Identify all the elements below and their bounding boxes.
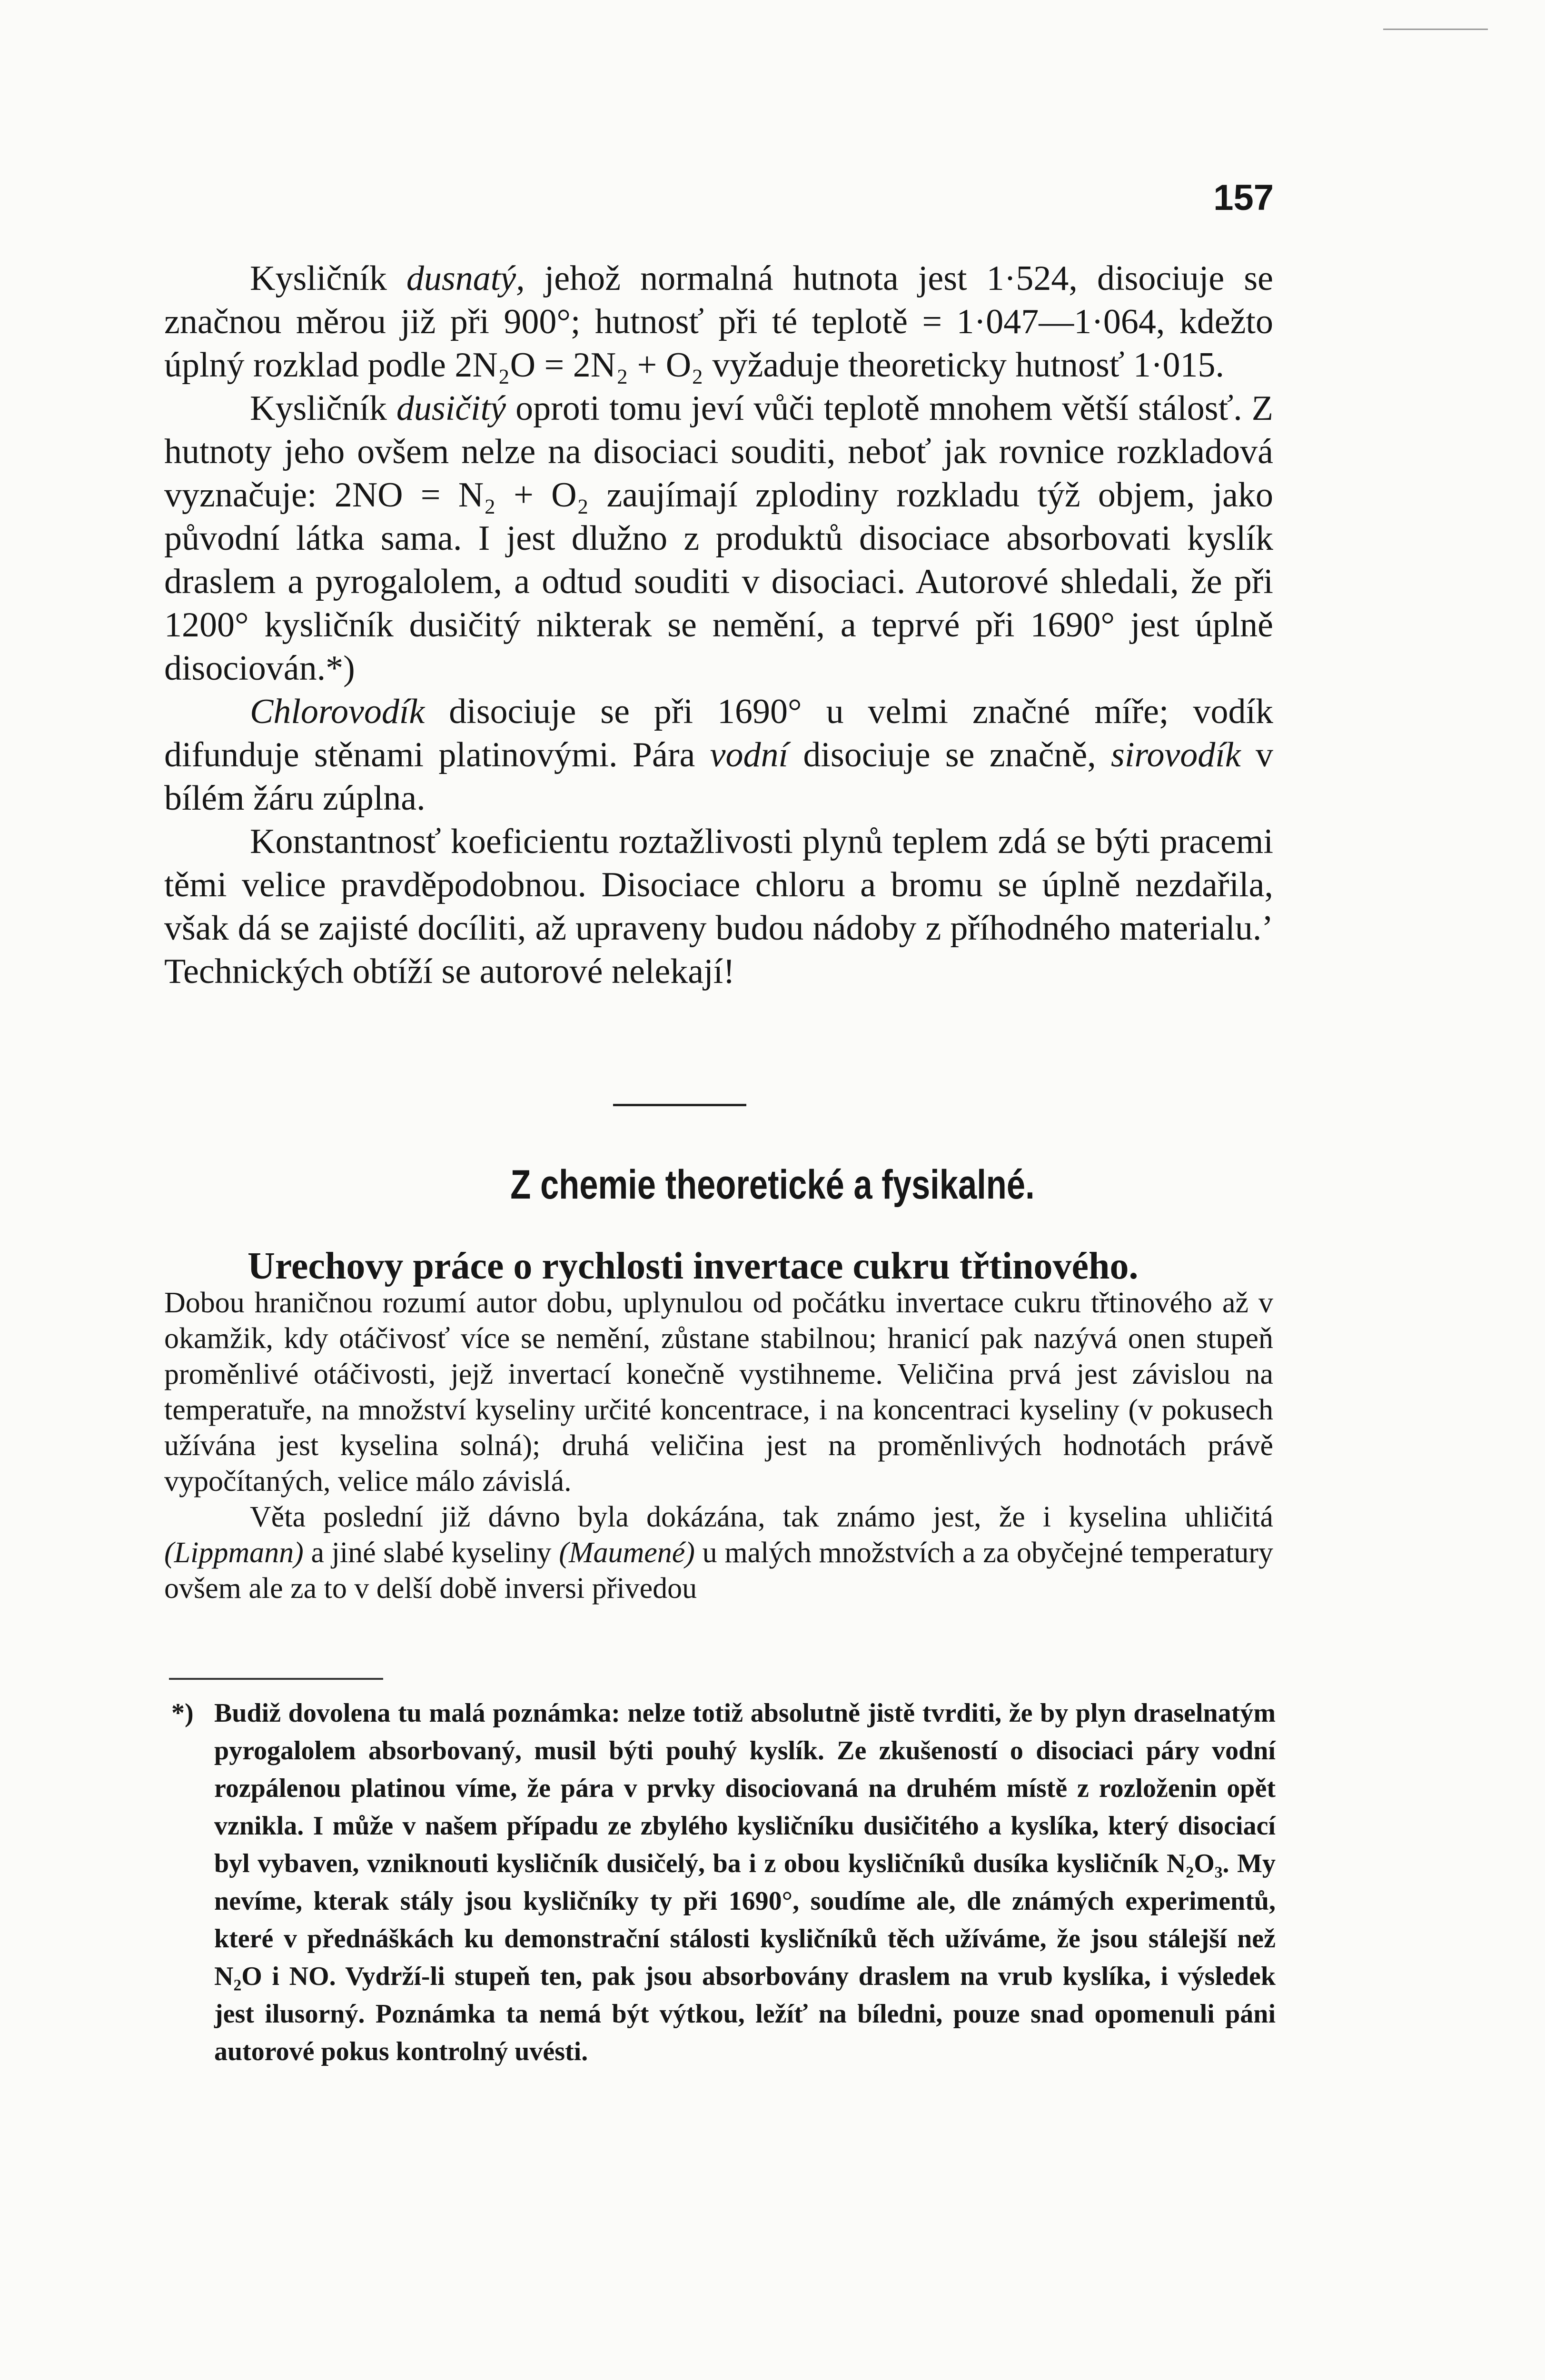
paragraph-konstantnost <box>164 820 1273 993</box>
footnote <box>171 1695 1276 2071</box>
section-heading: Z chemie theoretické a fysikalné. <box>510 1162 1035 1208</box>
text-span: Věta poslední již dávno byla dokázána, tak známo jest, že i kyselina uhličitá <box>250 1501 1273 1533</box>
emphasis-term: dusičitý <box>396 389 506 428</box>
footnote-rule <box>169 1678 383 1680</box>
text-span: Kysličník <box>250 259 406 298</box>
page-number: 157 <box>1213 178 1274 218</box>
section-divider <box>613 1104 746 1106</box>
paragraph-dusicity <box>164 387 1273 690</box>
emphasis-term: dusnatý, <box>406 259 525 298</box>
footnote-mark: *) <box>171 1698 194 1728</box>
scan-edge-mark <box>1383 0 1488 30</box>
emphasis-term: (Maumené) <box>559 1537 695 1569</box>
paragraph-chlorovodik <box>164 690 1273 820</box>
emphasis-term: vodní <box>710 735 789 774</box>
text-span: disociuje se značně, <box>788 735 1111 774</box>
text-span: v bílém žáru zúplna. <box>164 735 1274 818</box>
text-span: disociuje se při 1690° u velmi značné míře; vodík difunduje stěnami platinovými. Pára <box>164 692 1273 774</box>
top-text-block <box>164 257 1273 993</box>
emphasis-term: Chlorovodík <box>250 692 425 731</box>
text-span: oproti tomu jeví vůči teplotě mnohem větší stálosť. Z hutnoty jeho ovšem nelze na disociaci souditi, neboť jak rovnice rozkladová vyznačuje: 2NO = N₂ + O₂ zaujímají zplodiny rozkladu týž objem, jako původní látka sama. I jest dlužno z produktů disociace absorbovati kyslík draslem a pyrogalolem, a odtud souditi v disociaci. Autorové shledali, že při 1200° kysličník dusičitý nikterak se nemění, a teprvé při 1690° jest úplně disociován.*) <box>164 389 1273 688</box>
text-span: a jiné slabé kyseliny <box>303 1537 559 1569</box>
text-span: jehož normalná hutnota jest 1·524, disociuje se značnou měrou již při 900°; hutnosť při té teplotě = 1·047—1·064, kdežto úplný rozklad podle 2N₂O = 2N₂ + O₂ vyžaduje theoreticky hutnosť 1·015. <box>164 259 1273 385</box>
text-span: Dobou hraničnou rozumí autor dobu, uplynulou od počátku invertace cukru třtinového až v okamžik, kdy otáčivosť více se nemění, zůstane stabilnou; hranicí pak nazývá onen stupeň proměnlivé otáčivosti, jejž invertací konečně vystihneme. Veličina prvá jest závislou na temperatuře, na množství kyseliny určité koncentrace, i na koncentraci kyseliny (v pokusech užívána jest kyselina solná); druhá veličina jest na proměnlivých hodnotách právě vypočítaných, velice málo závislá. <box>164 1287 1273 1497</box>
text-span: Kysličník <box>250 389 396 428</box>
article-title: Urechovy práce o rychlosti invertace cukru třtinového. <box>248 1245 1139 1287</box>
emphasis-term: (Lippmann) <box>164 1537 304 1569</box>
footnote-text: Budiž dovolena tu malá poznámka: nelze totiž absolutně jistě tvrditi, že by plyn draselnatým pyrogalolem absorbovaný, musil býti pouhý kyslík. Ze zkušeností o disociaci páry vodní rozpálenou platinou víme, že pára v prvky disociovaná na druhém místě z rozloženin opět vznikla. I může v našem případu ze zbylého kysličníku dusičitého a kyslíka, který disociací byl vybaven, vzniknouti kysličník dusičelý, ba i z obou kysličníků dusíka kysličník N₂O₃. My nevíme, kterak stály jsou kysličníky ty při 1690°, soudíme ale, dle známých experimentů, které v přednáškách ku demonstrační stálosti kysličníků těch užíváme, že jsou stálejší než N₂O i NO. Vydrží-li stupeň ten, pak jsou absorbovány draslem na vrub kyslíka, i výsledek jest ilusorný. Poznámka ta nemá být výtkou, ležíť na bíledni, pouze snad opomenuli páni autorové pokus kontrolný uvésti. <box>214 1698 1276 2066</box>
text-span: Konstantnosť koeficientu roztažlivosti plynů teplem zdá se býti pracemi těmi velice pravděpodobnou. Disociace chloru a bromu se úplně nezdařila, však dá se zajisté docíliti, až upraveny budou nádoby z příhodného materialu.’ Technických obtíží se autorové nelekají! <box>164 822 1273 991</box>
text-span: u malých množstvích a za obyčejné temperatury ovšem ale za to v delší době inversi přivedou <box>164 1537 1273 1605</box>
paragraph-dusnaty <box>164 257 1273 387</box>
paragraph-veta-posledni <box>164 1499 1273 1606</box>
paragraph-doba-hranicna <box>164 1285 1273 1499</box>
emphasis-term: sirovodík <box>1111 735 1241 774</box>
article-body <box>164 1285 1273 1606</box>
